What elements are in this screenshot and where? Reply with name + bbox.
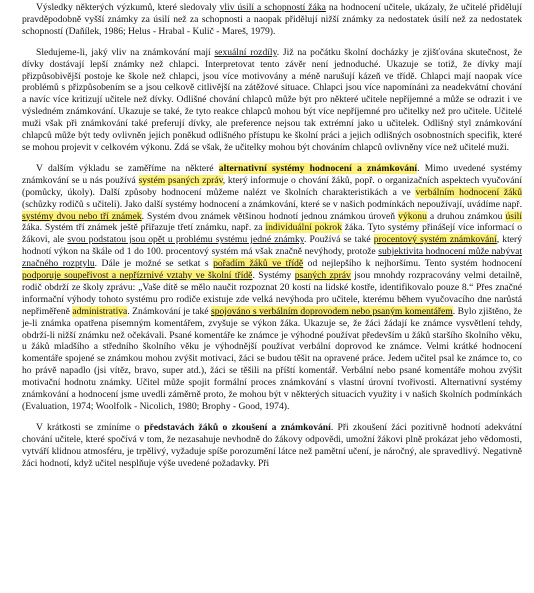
text-run: Výsledky některých výzkumů, které sledovaly: [36, 2, 220, 13]
text-run: . Při zkoušení žáci pozitivně hodnotí adekvátní chování učitele, které spočívá v tom, že nezasahuje nevhodně do žákovy odpovědi, umožní žákovi plně prokázat jeho vědomosti, vytváří klidnou atmosféru, je trpělivý, vyžaduje spíše porozumění látce než pamětní učení, je náročný, ale spravedlivý. Negativně žáci hodnotí, když učitel nesplňuje výše uvedené požadavky. Při: [22, 421, 522, 469]
highlighted-underlined-text: podporuje soupeřivost a nepřízrnivé vztahy ve školní třídě: [22, 270, 253, 282]
text-run: jsou mnohdy rozpracovány velmi detailně, rodič obdrží ze školy zprávu: „Vaše dítě se mělo naučit rozpoznat 20 kostí na lidské kostře, identifikovalo pouze 8.“ Přes značné informační výhody tohoto systému pro rodiče existuje zde velká nevýhoda pro učitele, kterému během vyučovacího dne narůstá nepřiměřeně: [22, 270, 523, 317]
text-run: . Dále je možné se setkat s: [94, 258, 214, 270]
text-run: , který hodnotí výkon na škále od 1 do 100. procentový systém má však značně nevýhody, protože: [22, 234, 522, 258]
text-run: Sledujeme-li, jaký vliv na známkování mají: [36, 46, 215, 58]
text-run: . Systém dvou známek většinou hodnotí jednou známkou úroveň: [141, 210, 399, 222]
text-run: a druhou známkou: [426, 210, 506, 222]
text-run: . Bylo zjištěno, že je-li známka opatřena písemným komentářem, zvyšuje se výkon žáka. Ukazuje se, že žáci žádají ke známce vysvětlení tehdy, obdrží-li nižší známku než očekávali. Psané komentáře ke známce je výhodné používat především u žáků staršího školního věku, u žáků mladšího a středního školního věku je výhodnější používat verbální doprovod ke známce. Velmi krátké hodnocení komentáře spojené se známkou mohou zvýšit motivaci, žáci se budou těšit na opravené práce. Jedem učitel psal ke známce to, co ho právě napadlo (jsi vítěz, bravo, super atd.), žáci se těšili na příští komentář. Verbální nebo psané komentáře mohou zvýšit motivační hodnotu známky. Učitel může spojit formální proces známkování s vlastní úrovní tvořivosti. Alternativní systémy známkování a hodnocení jsme uvedli záměrně proto, že mohou být v některých situacích využity i v našich školních podmínkách (Evaluation, 1974; Woolfolk - Nicolich, 1980; Brophy - Good, 1974).: [22, 305, 522, 412]
highlighted-bold-text: alternativní systémy hodnocení a známkování: [218, 162, 418, 174]
paragraph-gender-differences: [22, 47, 522, 154]
underlined-text: svou podstatou jsou opět u problému systému jedné známky: [67, 234, 304, 246]
text-run: žáka. Systém tří známek ještě přiřazuje třetí známku, např. za: [22, 222, 266, 234]
text-run: V krátkosti se zmíníme o: [36, 421, 145, 433]
text-run: . Mimo uvedené systémy známkování se u nás používá: [22, 162, 522, 186]
highlighted-text: výkonu: [398, 210, 427, 222]
highlighted-underlined-text: systémy dvou nebo tří známek: [22, 210, 142, 222]
text-run: žáka. Tyto systémy přinášejí více informací o žákovi, ale: [22, 222, 522, 246]
paragraph-student-perceptions: [22, 422, 522, 470]
highlighted-underlined-text: psaných zpráv: [294, 270, 351, 282]
highlighted-text: úsilí: [505, 210, 523, 222]
underlined-text: vliv úsilí a schopností žáka: [219, 2, 326, 13]
text-run: (schůzky rodičů s učiteli). Jako další systémy hodnocení a známkování, které se v našich podmínkách nepoužívají, uvádíme např.: [22, 198, 522, 210]
paragraph-effort-ability: [22, 2, 522, 38]
text-run: na hodnocení učitele, ukázaly, že učitelé přidělují pravděpodobně vyšší známky za úsilí než za schopnosti a naopak přidělují nižší známky za nedostatek úsilí než za nedostatek schopností (Daňílek, 1986; Helus - Hrabal - Kulič - Mareš, 1979).: [22, 2, 523, 37]
text-run: . Používá se také: [303, 234, 374, 246]
underlined-text: subjektivita hodnocení může nabývat značného rozptylu: [22, 246, 522, 270]
highlighted-underlined-text: pořadím žáků ve třídě: [213, 258, 304, 270]
text-run: . Již na počátku školní docházky je zjišťována skutečnost, že dívky dostávají lepší známky než chlapci. Interpretovat tento závěr není jednoduché. Ukazuje se totiž, že dívky mají přizpůsobivější postoje ke škole než chlapci, jsou více motivovány a méně narušují kázeň ve třídě. Chlapci mají naopak více problémů s přizpůsobením se a jsou celkově citlivější na zátěžové situace. Chlapci jsou více napomínáni za neadekvátní chování a navíc více kritizují učitele než dívky. Odlišné chování chlapců může být pro některé učitele nepříjemné a může se odrazit i ve výsledném známkování. Ukazuje se také, že tyto reakce chlapců mohou být více nepříjemné pro učitelky než pro učitele. Učitelé muži však při známkování také preferují dívky, ale preference nejsou tak extrémní jako u učitelek. Odlišný styl známkování chlapců může být tedy ovlivněn jejich poněkud odlišného přístupu ke školní práci a jejich odlišných osobnostních specifik, které se mohou projevit v celkovém výkonu. Zdá se však, že učitelky mohou být chováním chlapců ovlivněny více než učitelé muži.: [22, 46, 523, 153]
underlined-text: sexuální rozdíly: [214, 46, 277, 58]
text-run: . Známkování je také: [127, 305, 211, 317]
highlighted-underlined-text: spojováno s verbálním doprovodem nebo psaným komentářem: [210, 305, 453, 317]
text-run: od nejlepšího k nejhoršímu. Tento systém hodnocení: [303, 258, 522, 270]
text-run: . Systémy: [252, 270, 295, 282]
bold-text: představách žáků o zkoušení a známkování: [144, 421, 331, 433]
highlighted-text: verbálním hodnocení žáků: [415, 186, 523, 198]
highlighted-text: individuální pokrok: [265, 222, 342, 234]
highlighted-text: administrativa: [72, 305, 128, 317]
paragraph-alternative-systems: [22, 163, 522, 413]
highlighted-underlined-text: procentový systém známkování: [373, 234, 497, 246]
text-run: , který informuje o chování žáků, popř. o organizačních aspektech vyučování (pomůcky, úkoly). Další způsoby hodnocení můžeme nalézt ve školních charakteristikách a ve: [22, 174, 522, 198]
text-run: V dalším výkladu se zaměříme na některé: [36, 162, 219, 174]
highlighted-text: systém psaných zpráv: [138, 174, 223, 186]
